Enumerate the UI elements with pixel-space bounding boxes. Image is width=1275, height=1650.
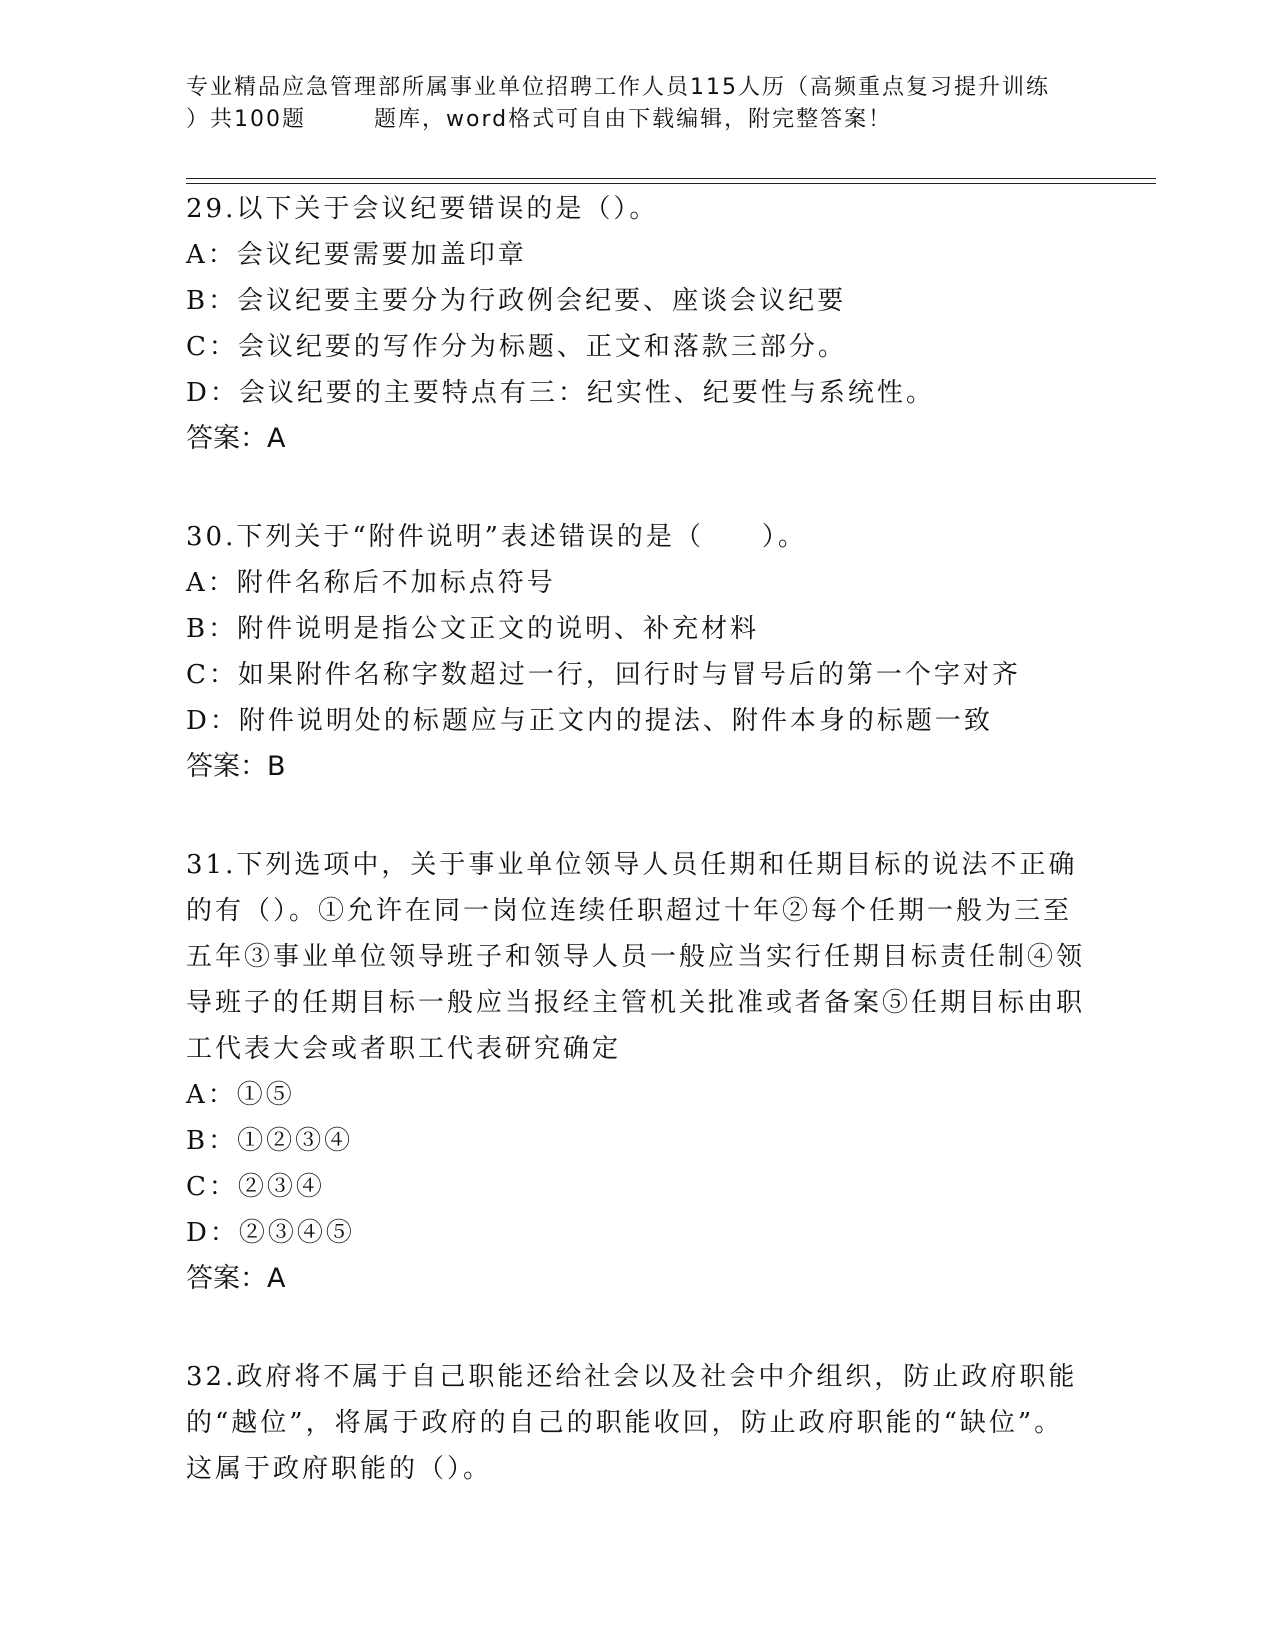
question-text: 32.政府将不属于自己职能还给社会以及社会中介组织，防止政府职能的“越位”，将属于政府的自己的职能收回，防止政府职能的“缺位”。这属于政府职能的（）。 <box>186 1362 1078 1484</box>
option-d: D：会议纪要的主要特点有三：纪实性、纪要性与系统性。 <box>186 378 935 408</box>
option-c: C：如果附件名称字数超过一行，回行时与冒号后的第一个字对齐 <box>186 660 1021 690</box>
option-c: C：会议纪要的写作分为标题、正文和落款三部分。 <box>186 332 847 362</box>
option-c: C：②③④ <box>186 1172 325 1202</box>
header-line-2-part-a: ）共100题 <box>186 107 306 132</box>
question-list <box>186 186 1086 1544</box>
option-a: A：①⑤ <box>186 1080 295 1110</box>
document-header <box>186 72 1086 136</box>
question-text: 31.下列选项中，关于事业单位领导人员任期和任期目标的说法不正确的有（）。①允许在同一岗位连续任职超过十年②每个任期一般为三至五年③事业单位领导班子和领导人员一般应当实行任期目标责任制④领导班子的任期目标一般应当报经主管机关批准或者备案⑤任期目标由职工代表大会或者职工代表研究确定 <box>186 850 1086 1064</box>
answer-line <box>186 1256 1086 1302</box>
header-line-2-part-b: 题库，word格式可自由下载编辑，附完整答案！ <box>374 107 893 132</box>
option-d: D：附件说明处的标题应与正文内的提法、附件本身的标题一致 <box>186 706 993 736</box>
question-31 <box>186 842 1086 1302</box>
option-d: D：②③④⑤ <box>186 1218 355 1248</box>
header-divider-bottom <box>186 183 1156 184</box>
question-30 <box>186 514 1086 790</box>
header-line-2 <box>186 104 1086 136</box>
question-text: 30.下列关于“附件说明”表述错误的是（ ）。 <box>186 522 807 552</box>
header-divider-top <box>186 178 1156 179</box>
question-29 <box>186 186 1086 462</box>
answer-line <box>186 744 1086 790</box>
header-line-1: 专业精品应急管理部所属事业单位招聘工作人员115人历（高频重点复习提升训练 <box>186 75 1050 100</box>
option-b: B：附件说明是指公文正文的说明、补充材料 <box>186 614 760 644</box>
answer-value: B <box>267 751 286 782</box>
question-text: 29.以下关于会议纪要错误的是（）。 <box>186 194 659 224</box>
answer-label: 答案： <box>186 751 267 782</box>
answer-value: A <box>267 1263 286 1294</box>
question-32 <box>186 1354 1086 1492</box>
option-a: A：附件名称后不加标点符号 <box>186 568 556 598</box>
answer-label: 答案： <box>186 1263 267 1294</box>
option-b: B：①②③④ <box>186 1126 354 1156</box>
answer-label: 答案： <box>186 423 267 454</box>
option-a: A：会议纪要需要加盖印章 <box>186 240 527 270</box>
answer-line <box>186 416 1086 462</box>
option-b: B：会议纪要主要分为行政例会纪要、座谈会议纪要 <box>186 286 847 316</box>
answer-value: A <box>267 423 286 454</box>
